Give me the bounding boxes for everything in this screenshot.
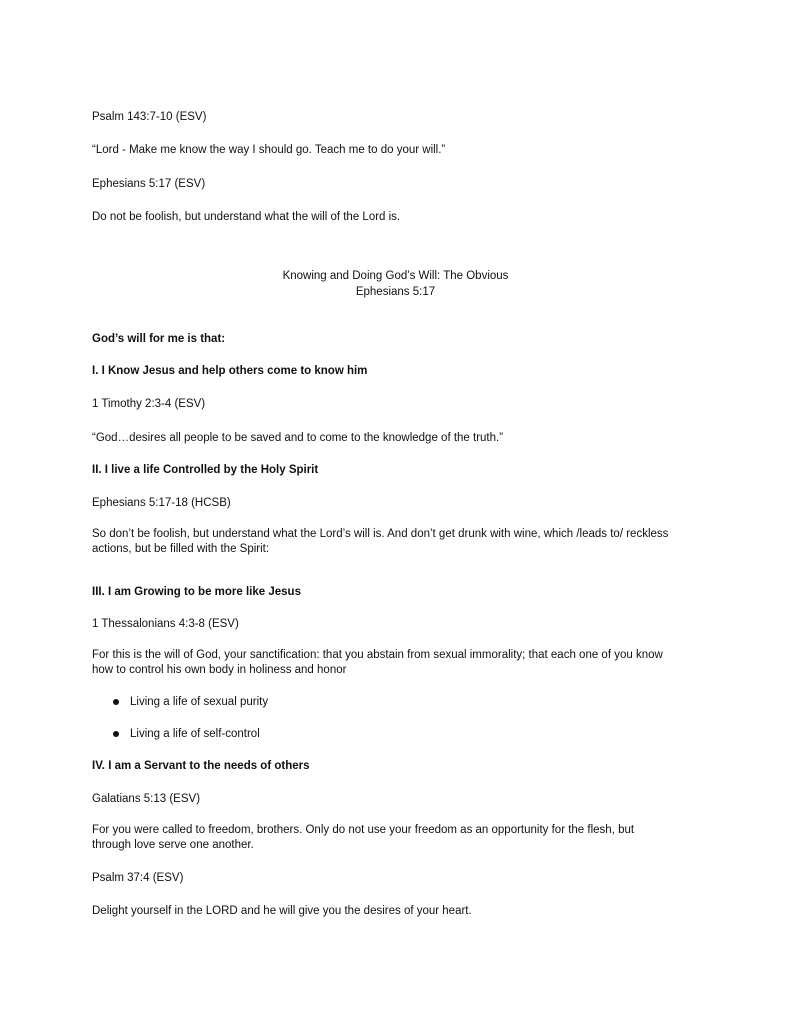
section-text-5: Delight yourself in the LORD and he will give you the desires of your heart. [92,905,472,917]
section-text-3-line-1: For this is the will of God, your sanctification: that you abstain from sexual immorality; that each one of you know [92,649,663,661]
list-item-label: Living a life of sexual purity [130,696,269,708]
bullet-icon [113,699,119,705]
section-reference-1: 1 Timothy 2:3-4 (ESV) [92,398,206,410]
document-title: Knowing and Doing God’s Will: The Obvious [282,270,509,282]
section-text-4-line-1: For you were called to freedom, brothers. Only do not use your freedom as an opportunity for the flesh, but [92,824,635,836]
intro-reference-psalm: Psalm 143:7-10 (ESV) [92,111,207,123]
section-reference-5: Psalm 37:4 (ESV) [92,872,184,884]
list-item-label: Living a life of self-control [130,728,260,740]
section-heading-4: IV. I am a Servant to the needs of others [92,760,310,772]
document-subtitle: Ephesians 5:17 [355,286,436,298]
section-text-2-line-2: actions, but be filled with the Spirit: [92,543,270,555]
section-heading-2: II. I live a life Controlled by the Holy Spirit [92,464,319,476]
lead-statement: God’s will for me is that: [92,333,226,345]
intro-quote-ephesians: Do not be foolish, but understand what the will of the Lord is. [92,211,401,223]
intro-reference-ephesians: Ephesians 5:17 (ESV) [92,178,206,190]
section-reference-3: 1 Thessalonians 4:3-8 (ESV) [92,618,239,630]
section-text-3-line-2: how to control his own body in holiness and honor [92,664,347,676]
section-reference-2: Ephesians 5:17-18 (HCSB) [92,497,231,509]
bullet-icon [113,731,119,737]
section-text-2-line-1: So don’t be foolish, but understand what the Lord’s will is. And don’t get drunk with wine, which /leads to/ reckless [92,528,669,540]
section-reference-4: Galatians 5:13 (ESV) [92,793,201,805]
section-heading-3: III. I am Growing to be more like Jesus [92,586,301,598]
section-text-1: “God…desires all people to be saved and to come to the knowledge of the truth.” [92,432,504,444]
section-heading-1: I. I Know Jesus and help others come to know him [92,365,368,377]
intro-quote-psalm: “Lord - Make me know the way I should go. Teach me to do your will.” [92,144,446,156]
section-text-4-line-2: through love serve one another. [92,839,254,851]
